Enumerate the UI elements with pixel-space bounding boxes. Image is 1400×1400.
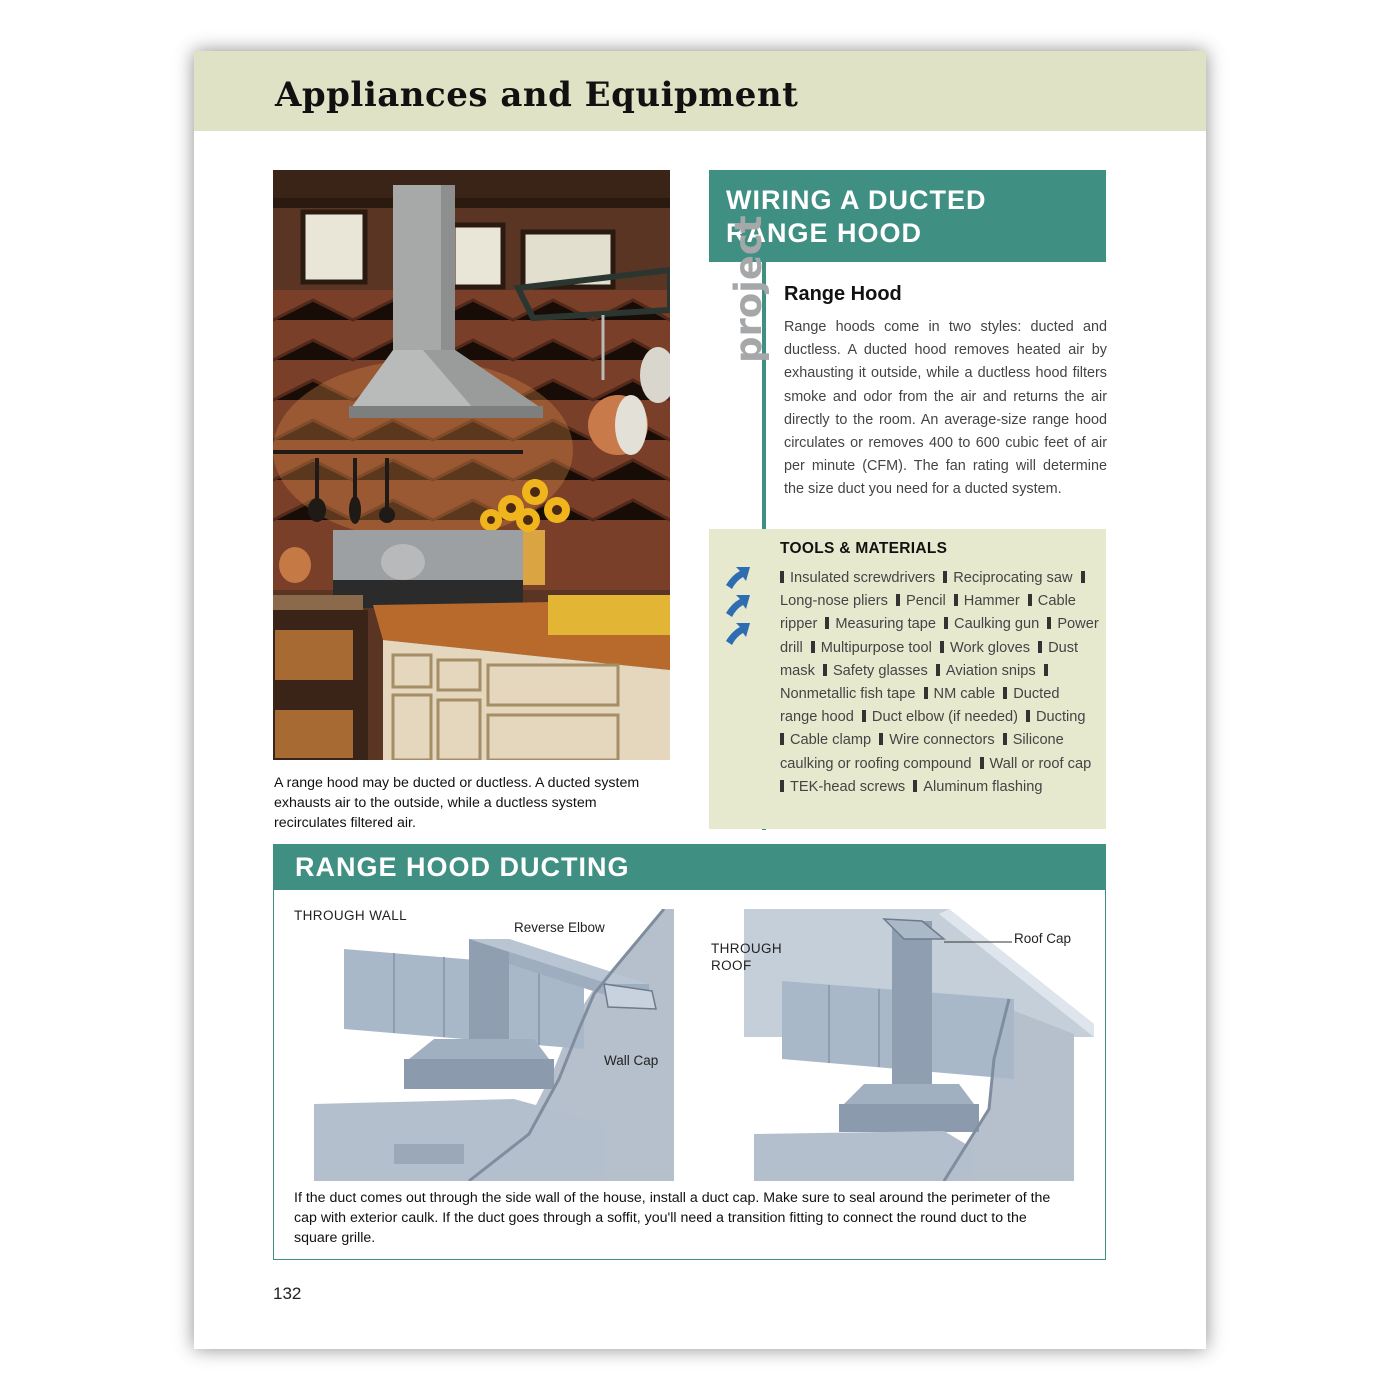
tool-item: Wire connectors	[879, 732, 994, 748]
tool-item: NM cable	[924, 686, 996, 702]
tools-list	[780, 567, 1100, 799]
page-title: Appliances and Equipment	[275, 75, 799, 115]
tool-item: Aviation snips	[936, 663, 1036, 679]
project-title-line2: RANGE HOOD	[726, 218, 923, 248]
through-roof-label-2: ROOF	[711, 958, 752, 973]
tool-item: Ducted range hood	[780, 686, 1060, 726]
tools-heading: TOOLS & MATERIALS	[780, 540, 948, 557]
tool-item: Pencil	[896, 593, 946, 609]
project-title-line1: WIRING A DUCTED	[726, 185, 987, 215]
kitchen-photo	[273, 170, 670, 760]
tool-item: Dust mask	[780, 639, 1079, 679]
tool-item: Long-nose pliers	[780, 570, 1091, 609]
tool-item: TEK-head screws	[780, 779, 905, 795]
through-roof-label-1: THROUGH	[711, 941, 783, 956]
roof-cap-label: Roof Cap	[1014, 931, 1072, 946]
book-page	[194, 51, 1206, 1349]
through-wall-diagram	[304, 909, 674, 1181]
ducting-title: RANGE HOOD DUCTING	[295, 852, 630, 882]
arrows-icon	[722, 561, 752, 645]
section-heading: Range Hood	[784, 283, 902, 305]
tool-item: Nonmetallic fish tape	[780, 663, 1054, 702]
tool-item: Hammer	[954, 593, 1020, 609]
ducting-header	[273, 844, 1106, 890]
photo-caption: A range hood may be ducted or ductless. A ducted system exhausts air to the outside, while a ductless system recirculates filtered air.	[274, 775, 640, 831]
project-vertical-label: project	[727, 215, 770, 363]
tool-item: Safety glasses	[823, 663, 928, 679]
tool-item: Caulking gun	[944, 616, 1039, 632]
through-roof-diagram	[744, 909, 1094, 1181]
section-body: Range hoods come in two styles: ducted and ductless. A ducted hood removes heated air by exhausting it outside, while a ductless hood filters smoke and odor from the air and returns the air directly to the room. An average-size range hood circulates or removes 400 to 600 cubic feet of air per minute (CFM). The fan rating will determine the size duct you need for a ducted system.	[784, 319, 1107, 498]
header-band	[194, 51, 1206, 131]
tool-item: Duct elbow (if needed)	[862, 709, 1018, 725]
tool-item: Cable ripper	[780, 593, 1076, 633]
tool-item: Insulated screwdrivers	[780, 570, 935, 586]
tool-item: Measuring tape	[825, 616, 936, 632]
page-number: 132	[273, 1284, 302, 1303]
tool-item: Work gloves	[940, 640, 1030, 656]
tool-item: Power drill	[780, 616, 1099, 656]
tool-item: Multipurpose tool	[811, 640, 932, 656]
reverse-elbow-label: Reverse Elbow	[514, 920, 605, 935]
tool-item: Ducting	[1026, 709, 1085, 725]
tool-item: Reciprocating saw	[943, 570, 1072, 586]
wall-cap-label: Wall Cap	[604, 1053, 659, 1068]
tool-item: Wall or roof cap	[980, 756, 1092, 772]
tool-item: Cable clamp	[780, 732, 871, 748]
ducting-caption: If the duct comes out through the side wall of the house, install a duct cap. Make sure to seal around the perimeter of the cap with exterior caulk. If the duct goes through a soffit, you'll need a transition fitting to connect the round duct to the square grille.	[294, 1190, 1051, 1246]
tool-item: Aluminum flashing	[913, 779, 1042, 795]
through-wall-label: THROUGH WALL	[294, 908, 408, 923]
tool-item: Silicone caulking or roofing compound	[780, 732, 1064, 772]
